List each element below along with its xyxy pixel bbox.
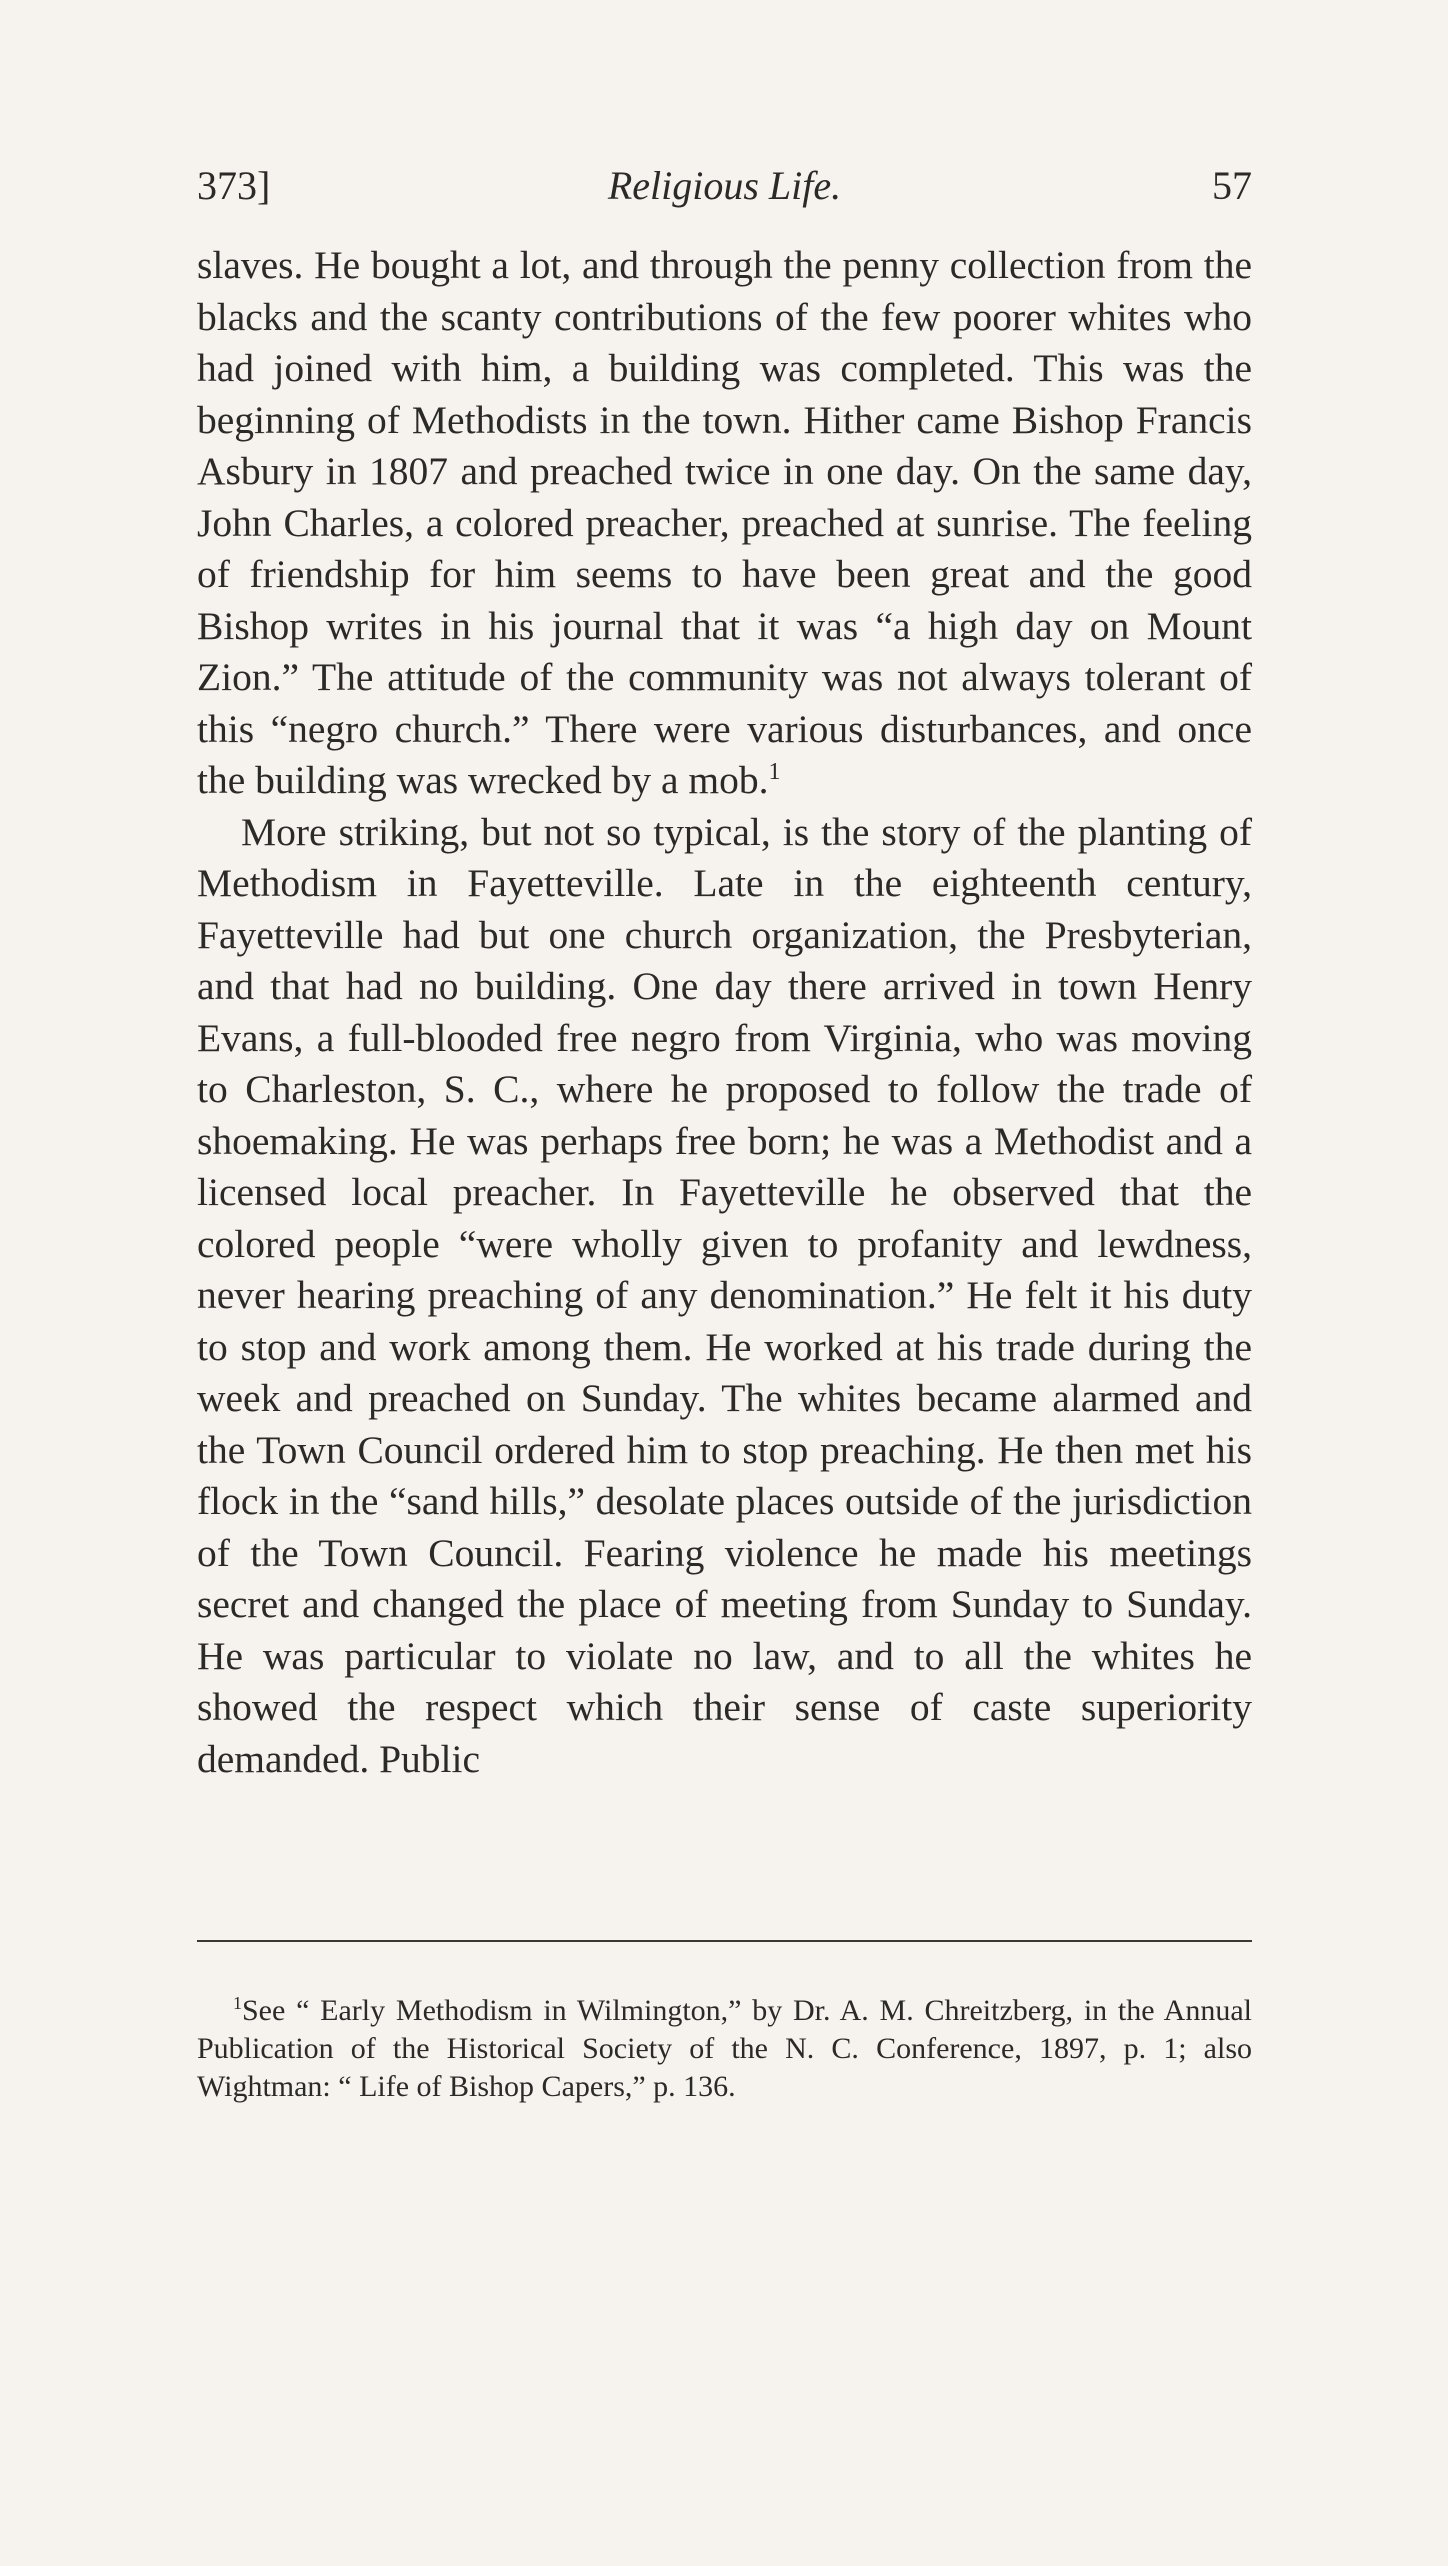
footnote-marker: 1 [233, 1993, 242, 2013]
footnote-1 [197, 1992, 1252, 2106]
paragraph-1 [197, 240, 1252, 807]
header-page-ref: 373] [197, 163, 271, 208]
footnote-ref-1[interactable]: 1 [768, 758, 781, 785]
footnote-text: See “ Early Methodism in Wilmington,” by Dr. A. M. Chreitzberg, in the Annual Publication of the Historical Society of the N. C. Conference, 1897, p. 1; also Wightman: “ Life of Bishop Capers,” p. 136. [197, 1994, 1252, 2103]
paragraph-1-text: slaves. He bought a lot, and through the penny collection from the blacks and the scanty contributions of the few poorer whites who had joined with him, a building was completed. This was the beginning of Methodists in the town. Hither came Bishop Francis Asbury in 1807 and preached twice in one day. On the same day, John Charles, a colored preacher, preached at sunrise. The feeling of friendship for him seems to have been great and the good Bishop writes in his journal that it was “a high day on Mount Zion.” The attitude of the community was not always tolerant of this “negro church.” There were various disturbances, and once the building was wrecked by a mob. [197, 243, 1252, 802]
body-text [197, 240, 1252, 1785]
running-head [197, 158, 1252, 214]
page-number: 57 [1212, 163, 1252, 208]
paragraph-2: More striking, but not so typical, is the story of the planting of Methodism in Fayetteville. Late in the eighteenth century, Fayetteville had but one church organization, the Presbyterian, and that had no building. One day there arrived in town Henry Evans, a full-blooded free negro from Virginia, who was moving to Charleston, S. C., where he proposed to follow the trade of shoemaking. He was perhaps free born; he was a Methodist and a licensed local preacher. In Fayetteville he observed that the colored people “were wholly given to profanity and lewdness, never hearing preaching of any denomination.” He felt it his duty to stop and work among them. He worked at his trade during the week and preached on Sunday. The whites became alarmed and the Town Council ordered him to stop preaching. He then met his flock in the “sand hills,” desolate places outside of the jurisdiction of the Town Council. Fearing violence he made his meetings secret and changed the place of meeting from Sunday to Sunday. He was particular to violate no law, and to all the whites he showed the respect which their sense of caste superiority demanded. Public [197, 809, 1252, 1781]
header-chapter-title: Religious Life. [607, 163, 842, 208]
footnote-divider [197, 1940, 1252, 1942]
